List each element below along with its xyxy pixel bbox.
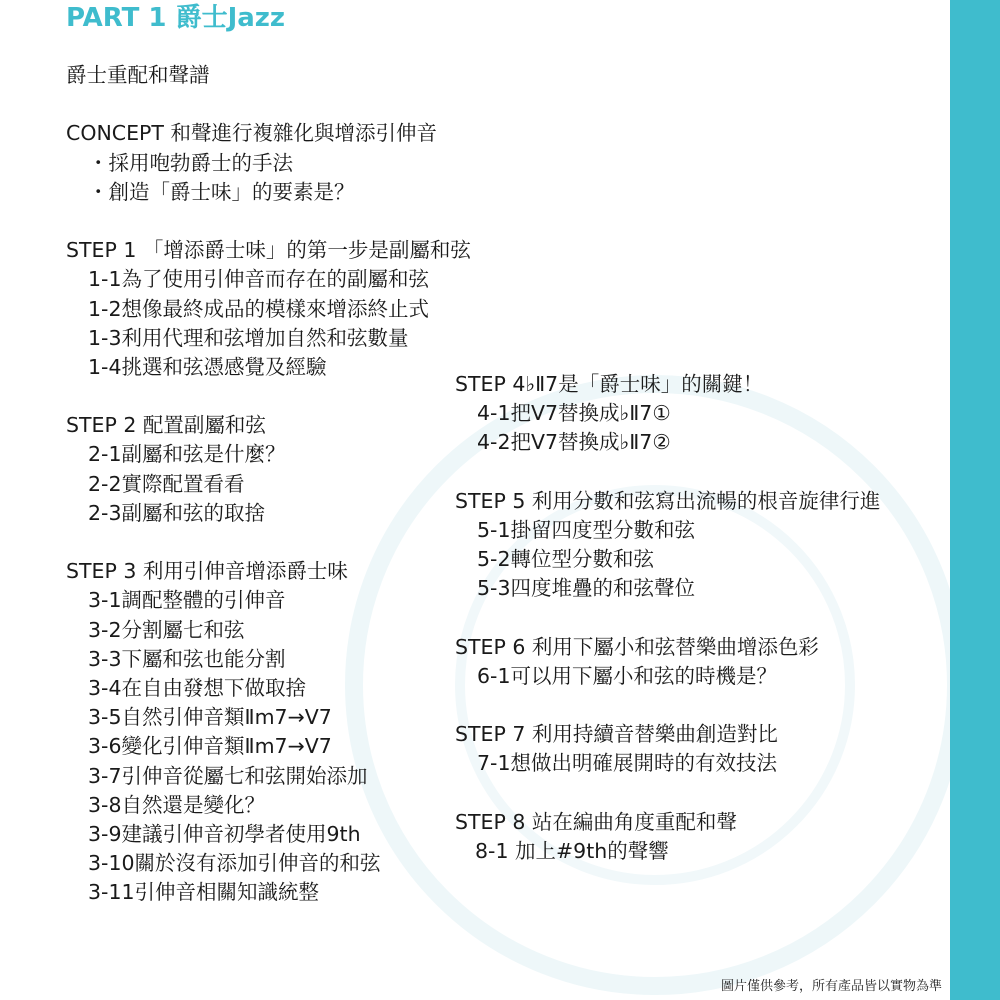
toc-item: 5-3四度堆疊的和弦聲位 [477, 576, 695, 601]
toc-item: 3-6變化引伸音類Ⅱm7→Ⅴ7 [88, 734, 332, 759]
toc-item: 3-4在自由發想下做取捨 [88, 675, 306, 700]
toc-item: 1-2想像最終成品的模樣來增添終止式 [88, 296, 429, 321]
toc-heading: STEP 1 「增添爵士味」的第一步是副屬和弦 [66, 238, 471, 263]
toc-left-column [66, 61, 471, 907]
part-title: PART 1 爵士Jazz [66, 3, 286, 33]
toc-item: 2-2實際配置看看 [88, 471, 245, 496]
accent-side-bar [950, 0, 1000, 1000]
toc-spacer [455, 604, 880, 633]
toc-item: 5-2轉位型分數和弦 [477, 547, 654, 572]
toc-item: 3-1調配整體的引伸音 [88, 588, 286, 613]
toc-item: ・採用咆勃爵士的手法 [88, 150, 293, 175]
toc-right-column [455, 370, 880, 866]
toc-heading: STEP 4♭Ⅱ7是「爵士味」的關鍵！ [455, 372, 764, 396]
toc-item: 4-1把Ⅴ7替換成♭Ⅱ7① [477, 401, 671, 426]
toc-spacer [66, 90, 471, 119]
toc-spacer [455, 458, 880, 487]
toc-heading: STEP 6 利用下屬小和弦替樂曲增添色彩 [455, 634, 819, 659]
toc-spacer [66, 528, 471, 557]
toc-item: 7-1想做出明確展開時的有效技法 [477, 751, 777, 776]
toc-item: 3-2分割屬七和弦 [88, 617, 245, 642]
toc-item: 6-1可以用下屬小和弦的時機是？ [477, 663, 777, 688]
toc-heading: STEP 8 站在編曲角度重配和聲 [455, 809, 737, 834]
toc-item: 4-2把Ⅴ7替換成♭Ⅱ7② [477, 430, 671, 455]
toc-heading: STEP 3 利用引伸音增添爵士味 [66, 559, 348, 584]
toc-item: 3-11引伸音相關知識統整 [88, 880, 320, 905]
toc-item: 8-1 加上#9th的聲響 [475, 839, 669, 863]
toc-item: 3-9建議引伸音初學者使用9th [88, 821, 361, 846]
toc-spacer [66, 207, 471, 236]
toc-heading: CONCEPT 和聲進行複雜化與增添引伸音 [66, 121, 437, 146]
toc-item: 1-3利用代理和弦增加自然和弦數量 [88, 325, 409, 350]
toc-item: 2-1副屬和弦是什麼？ [88, 442, 286, 467]
toc-heading: STEP 7 利用持續音替樂曲創造對比 [455, 722, 778, 747]
disclaimer-footer: 圖片僅供參考，所有產品皆以實物為準 [720, 979, 942, 994]
toc-item: ・創造「爵士味」的要素是？ [88, 179, 355, 204]
toc-item: 1-4挑選和弦憑感覺及經驗 [88, 354, 327, 379]
toc-heading: 爵士重配和聲譜 [66, 63, 210, 87]
toc-item: 2-3副屬和弦的取捨 [88, 500, 265, 525]
toc-heading: STEP 5 利用分數和弦寫出流暢的根音旋律行進 [455, 488, 881, 513]
toc-item: 3-8自然還是變化？ [88, 792, 265, 817]
toc-item: 3-7引伸音從屬七和弦開始添加 [88, 763, 368, 788]
toc-item: 3-3下屬和弦也能分割 [88, 646, 286, 671]
toc-item: 5-1掛留四度型分數和弦 [477, 517, 695, 542]
toc-spacer [455, 779, 880, 808]
toc-heading: STEP 2 配置副屬和弦 [66, 413, 266, 438]
toc-spacer [66, 382, 471, 411]
toc-spacer [455, 691, 880, 720]
toc-item: 3-5自然引伸音類Ⅱm7→Ⅴ7 [88, 705, 332, 730]
toc-item: 1-1為了使用引伸音而存在的副屬和弦 [88, 267, 429, 292]
toc-item: 3-10關於沒有添加引伸音的和弦 [88, 851, 381, 876]
